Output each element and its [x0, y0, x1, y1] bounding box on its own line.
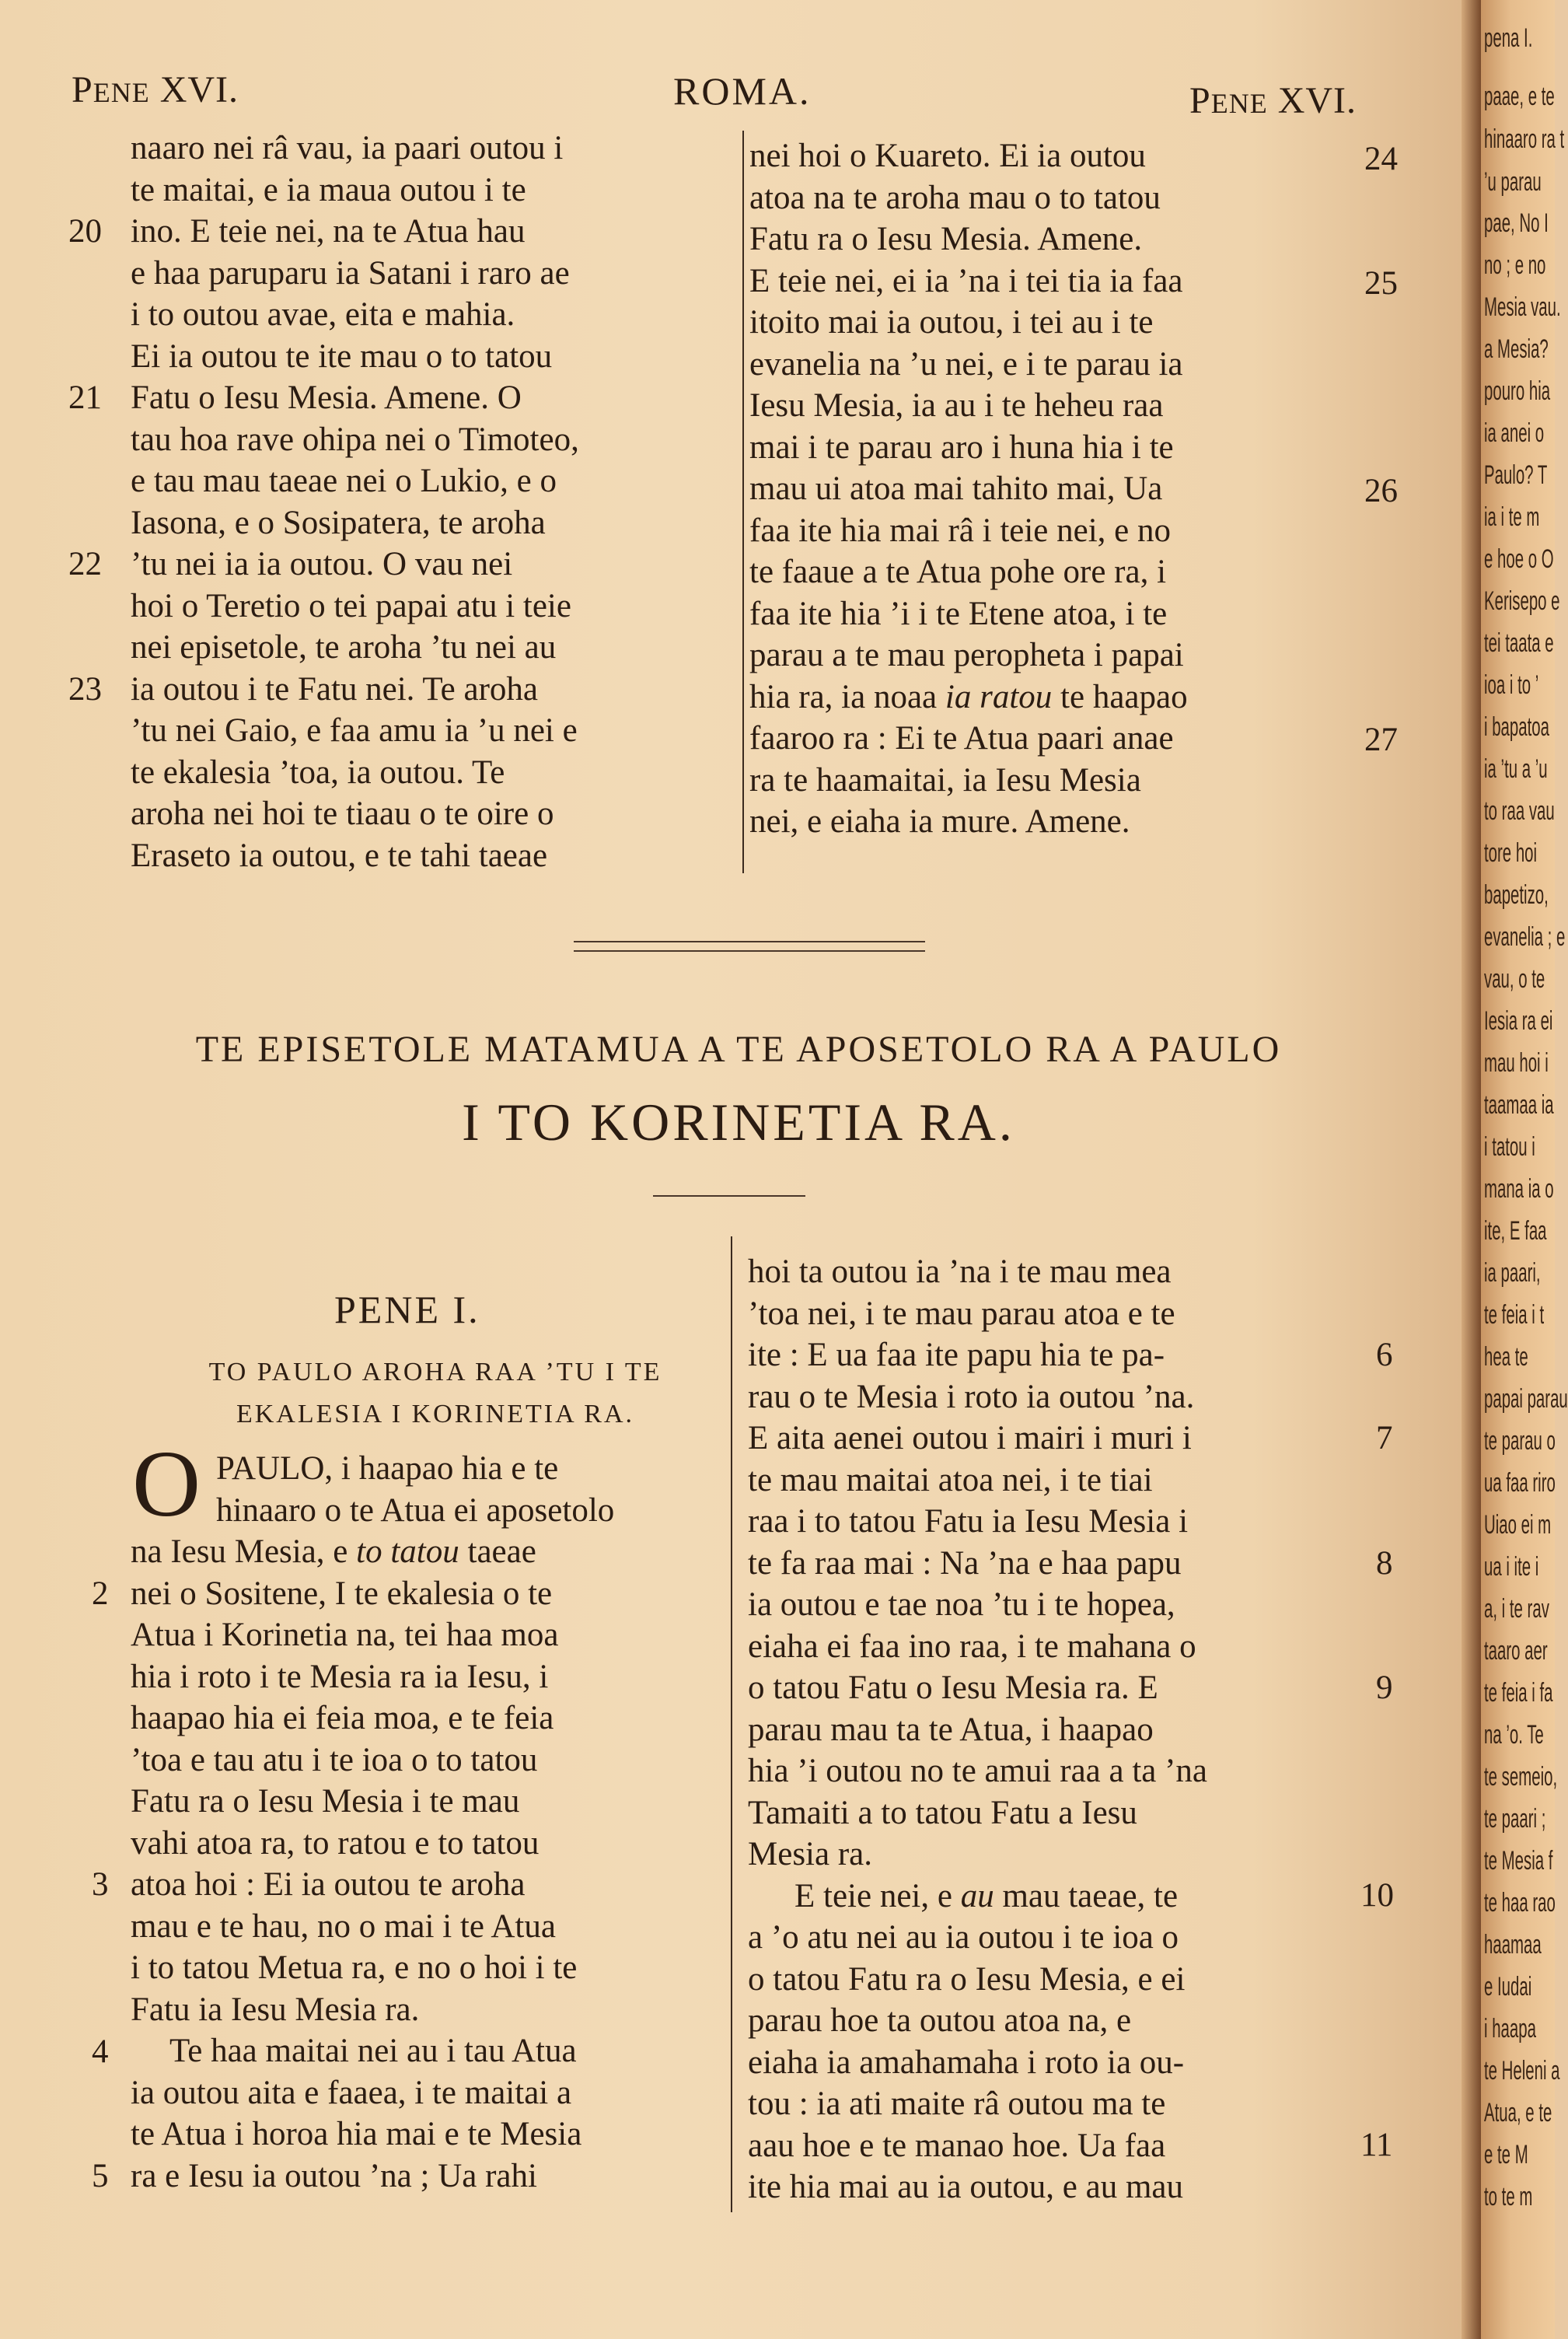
verse-number: 4: [92, 2033, 109, 2070]
drop-cap: O: [132, 1432, 201, 1537]
text-segment: te haapao: [1052, 678, 1188, 715]
facing-page-fragment: i haapa: [1484, 2014, 1536, 2044]
facing-page-fragment: pouro hia: [1484, 376, 1551, 406]
facing-page-fragment: vau, o te: [1484, 964, 1545, 994]
facing-page-fragment: e hoe o O: [1484, 544, 1554, 574]
facing-page-fragment: Mesia vau.: [1484, 292, 1561, 322]
text-line: faaroo ra : Ei te Atua paari anae: [749, 720, 1174, 757]
text-line: eiaha ia amahamaha i roto ia ou-: [748, 2044, 1185, 2081]
facing-page-fragment: ia ’tu a ’u: [1484, 754, 1548, 784]
facing-page-fragment: mau hoi i: [1484, 1048, 1549, 1078]
text-segment: na Iesu Mesia, e: [131, 1533, 357, 1570]
facing-page-fragment: pena I.: [1484, 23, 1533, 53]
text-line: tau hoa rave ohipa nei o Timoteo,: [131, 421, 579, 458]
verse-number: 25: [1364, 265, 1398, 302]
facing-page-fragment: Atua, e te: [1484, 2098, 1552, 2127]
text-line: E aita aenei outou i mairi i muri i: [748, 1420, 1192, 1456]
chapter-heading: PENE I.: [334, 1288, 480, 1331]
facing-page-fragment: evanelia ; e: [1484, 922, 1566, 952]
verse-number: 23: [68, 671, 102, 708]
bottom-right-column: [748, 1251, 1354, 2208]
facing-page-fragment: te haa rao: [1484, 1888, 1556, 1918]
single-rule: [653, 1195, 805, 1197]
text-line: faa ite hia mai râ i teie nei, e no: [749, 512, 1172, 549]
verse-number: 7: [1376, 1420, 1393, 1456]
facing-page-fragment: a Mesia?: [1484, 334, 1549, 364]
facing-page-fragment: ite, E faa: [1484, 1216, 1547, 1246]
text-line: PAULO, i haapao hia e te: [216, 1450, 559, 1487]
facing-page-fragment: ia paari,: [1484, 1258, 1541, 1288]
text-line: [748, 1876, 1354, 1918]
facing-page-fragment: papai parau: [1484, 1384, 1568, 1414]
text-segment: E teie nei, e: [794, 1877, 961, 1914]
text-line: Fatu ia Iesu Mesia ra.: [131, 1991, 420, 2028]
text-line: ’tu nei ia ia outou. O vau nei: [131, 546, 513, 582]
book-title: TE EPISETOLE MATAMUA A TE APOSETOLO RA A PAULO: [195, 1029, 1282, 1070]
text-line: hoi o Teretio o tei papai atu i teie: [131, 587, 571, 624]
facing-page-fragment: te feia i fa: [1484, 1678, 1553, 1708]
facing-page-fragment: hea te: [1484, 1342, 1528, 1372]
facing-page-fragment: i bapatoa: [1484, 712, 1549, 742]
text-line: faa ite hia ’i i te Etene atoa, i te: [749, 595, 1168, 632]
text-line: Eraseto ia outou, e te tahi taeae: [131, 837, 548, 874]
text-line: [749, 677, 1356, 718]
text-line: ia outou aita e faaea, i te maitai a: [131, 2074, 572, 2111]
facing-page-fragment: pae, No I: [1484, 208, 1549, 238]
text-line: Atua i Korinetia na, tei haa moa: [131, 1617, 559, 1653]
verse-number: 6: [1376, 1337, 1393, 1373]
text-line: ra e Iesu ia outou ’na ; Ua rahi: [131, 2157, 537, 2194]
facing-page-fragment: haamaa: [1484, 1930, 1542, 1960]
text-line: tou : ia ati maite râ outou ma te: [748, 2086, 1166, 2122]
text-line: Te haa maitai nei au i tau Atua: [169, 2033, 577, 2069]
text-line: mau e te hau, no o mai i te Atua: [131, 1907, 556, 1945]
text-line: hinaaro o te Atua ei aposetolo: [216, 1491, 615, 1529]
text-line: te Atua i horoa hia mai e te Mesia: [131, 2116, 582, 2152]
text-line: E teie nei, ei ia ’na i tei tia ia faa: [749, 262, 1183, 299]
text-line: o tatou Fatu ra o Iesu Mesia, e ei: [748, 1960, 1186, 1998]
facing-page-fragment: bapetizo,: [1484, 880, 1549, 910]
text-line: itoito mai ia outou, i tei au i te: [749, 304, 1154, 341]
verse-number: 27: [1364, 722, 1398, 758]
facing-page-fragment: Iesia ra ei: [1484, 1006, 1553, 1036]
facing-page-fragment: ioa i to ’: [1484, 670, 1539, 700]
text-line: i to outou avae, eita e mahia.: [131, 296, 515, 333]
facing-page-fragment: mana ia o: [1484, 1174, 1554, 1204]
facing-page-fragment: te parau o: [1484, 1426, 1556, 1456]
text-line: ino. E teie nei, na te Atua hau: [131, 213, 526, 250]
top-left-column: [131, 128, 729, 876]
text-line: e haa paruparu ia Satani i raro ae: [131, 254, 570, 292]
bottom-left-column: [131, 1448, 729, 2197]
facing-page-fragment: e te M: [1484, 2140, 1528, 2169]
facing-page-fragment: te semeio,: [1484, 1762, 1558, 1792]
facing-page-edge: [1481, 0, 1568, 2339]
facing-page-fragment: ua i ite i: [1484, 1552, 1539, 1582]
verse-number: 10: [1360, 1877, 1394, 1914]
facing-page-fragment: Paulo? T: [1484, 460, 1548, 490]
verse-number: 24: [1364, 141, 1398, 177]
text-line: parau a te mau peropheta i papai: [749, 637, 1184, 673]
text-line: ’toa e tau atu i te ioa o to tatou: [131, 1741, 538, 1778]
text-line: e tau mau taeae nei o Lukio, e o: [131, 463, 557, 499]
text-line: Iasona, e o Sosipatera, te aroha: [131, 504, 546, 541]
text-line: te faaue a te Atua pohe ore ra, i: [749, 554, 1167, 590]
text-line: hia ’i outou no te amui raa a ta ’na: [748, 1753, 1208, 1789]
text-line: Fatu o Iesu Mesia. Amene. O: [131, 379, 522, 416]
facing-page-fragment: tore hoi: [1484, 838, 1538, 868]
text-line: nei hoi o Kuareto. Ei ia outou: [749, 138, 1146, 174]
facing-page-fragment: na ’o. Te: [1484, 1720, 1544, 1750]
text-line: ite hia mai au ia outou, e au mau: [748, 2169, 1184, 2205]
text-segment: hia ra, ia noaa: [749, 678, 945, 715]
text-line: Iesu Mesia, ia au i te heheu raa: [749, 387, 1164, 424]
italic-text: ia ratou: [945, 678, 1053, 715]
text-line: atoa na te aroha mau o to tatou: [749, 179, 1161, 216]
facing-page-fragment: Kerisepo e: [1484, 586, 1560, 616]
verse-number: 20: [68, 213, 102, 250]
text-line: Ei ia outou te ite mau o to tatou: [131, 337, 553, 375]
running-header-left: PENE XVI.: [72, 69, 239, 110]
text-line: te maitai, e ia maua outou i te: [131, 171, 526, 208]
text-line: hoi ta outou ia ’na i te mau mea: [748, 1253, 1172, 1290]
column-rule-top: [742, 131, 744, 873]
running-header-book: ROMA.: [673, 69, 812, 113]
text-line: hia i roto i te Mesia ra ia Iesu, i: [131, 1658, 549, 1695]
facing-page-fragment: hinaaro ra t: [1484, 124, 1565, 154]
text-line: nei episetole, te aroha ’tu nei au: [131, 629, 557, 666]
double-rule: [574, 941, 925, 952]
verse-number: 26: [1364, 473, 1398, 509]
facing-page-fragment: te Mesia f: [1484, 1846, 1553, 1876]
text-line: parau mau ta te Atua, i haapao: [748, 1711, 1154, 1748]
facing-page-fragment: ’u parau: [1484, 167, 1542, 197]
italic-text: au: [960, 1877, 994, 1914]
text-line: rau o te Mesia i roto ia outou ’na.: [748, 1378, 1195, 1415]
text-line: te ekalesia ’toa, ia outou. Te: [131, 753, 505, 791]
facing-page-fragment: te Heleni a: [1484, 2056, 1560, 2086]
text-line: aroha nei hoi te tiaau o te oire o: [131, 795, 554, 832]
text-line: ’toa nei, i te mau parau atoa e te: [748, 1295, 1175, 1332]
verse-number: 3: [92, 1866, 109, 1903]
italic-text: to tatou: [356, 1533, 459, 1570]
text-line: ia outou i te Fatu nei. Te aroha: [131, 670, 538, 708]
facing-page-fragment: tei taata e: [1484, 628, 1554, 658]
facing-page-fragment: taamaa ia: [1484, 1090, 1554, 1120]
facing-page-fragment: e Iudai: [1484, 1972, 1532, 2002]
text-line: aau hoe e te manao hoe. Ua faa: [748, 2127, 1166, 2164]
text-line: atoa hoi : Ei ia outou te aroha: [131, 1866, 526, 1903]
verse-number: 9: [1376, 1669, 1393, 1706]
text-line: vahi atoa ra, to ratou e to tatou: [131, 1824, 540, 1862]
text-line: te fa raa mai : Na ’na e haa papu: [748, 1544, 1182, 1582]
text-line: ia outou e tae noa ’tu i te hopea,: [748, 1586, 1175, 1623]
verse-number: 8: [1376, 1545, 1393, 1582]
text-line: mai i te parau aro i huna hia i te: [749, 428, 1174, 466]
verse-number: 22: [68, 546, 102, 582]
facing-page-fragment: i tatou i: [1484, 1132, 1535, 1162]
text-line: ’tu nei Gaio, e faa amu ia ’u nei e: [131, 712, 578, 749]
facing-page-fragment: no ; e no: [1484, 250, 1546, 280]
text-line: raa i to tatou Fatu ia Iesu Mesia i: [748, 1503, 1189, 1540]
summary-line: TO PAULO AROHA RAA ’TU I TE: [208, 1358, 662, 1386]
text-line: i to tatou Metua ra, e no o hoi i te: [131, 1949, 578, 1986]
text-line: ite : E ua faa ite papu hia te pa-: [748, 1337, 1165, 1373]
text-line: Tamaiti a to tatou Fatu a Iesu: [748, 1794, 1137, 1831]
text-line: eiaha ei faa ino raa, i te mahana o: [748, 1628, 1196, 1665]
facing-page-fragment: taaro aer: [1484, 1636, 1548, 1666]
text-line: a ’o atu nei au ia outou i te ioa o: [748, 1919, 1179, 1956]
text-line: Mesia ra.: [748, 1836, 872, 1872]
text-line: Fatu ra o Iesu Mesia i te mau: [131, 1783, 520, 1820]
facing-page-fragment: to raa vau: [1484, 796, 1555, 826]
facing-page-fragment: ua faa riro: [1484, 1468, 1556, 1498]
text-line: te mau maitai atoa nei, i te tiai: [748, 1461, 1153, 1498]
facing-page-fragment: paae, e te: [1484, 82, 1555, 111]
text-line: parau hoe ta outou atoa na, e: [748, 2002, 1132, 2039]
facing-page-fragment: ia i te m: [1484, 502, 1540, 532]
chapter-summary: [132, 1351, 739, 1435]
facing-page-fragment: te paari ;: [1484, 1804, 1546, 1834]
text-line: naaro nei râ vau, ia paari outou i: [131, 130, 564, 166]
verse-number: 21: [68, 379, 102, 416]
text-segment: mau taeae, te: [994, 1877, 1179, 1914]
facing-page-fragment: te feia i t: [1484, 1300, 1545, 1330]
text-line: nei o Sositene, I te ekalesia o te: [131, 1575, 553, 1612]
book-subtitle: I TO KORINETIA RA.: [462, 1093, 1015, 1152]
text-segment: taeae: [459, 1533, 536, 1570]
running-header-right: PENE XVI.: [1189, 80, 1357, 121]
text-line: [131, 1531, 729, 1573]
facing-page-fragment: Uiao ei m: [1484, 1510, 1552, 1540]
text-line: ra te haamaitai, ia Iesu Mesia: [749, 761, 1141, 799]
text-line: Fatu ra o Iesu Mesia. Amene.: [749, 221, 1143, 257]
text-line: mau ui atoa mai tahito mai, Ua: [749, 470, 1163, 507]
top-right-column: [749, 135, 1356, 843]
facing-page-fragment: a, i te rav: [1484, 1594, 1549, 1624]
facing-page-fragment: to te m: [1484, 2182, 1533, 2211]
summary-line: EKALESIA I KORINETIA RA.: [236, 1400, 635, 1428]
text-line: haapao hia ei feia moa, e te feia: [131, 1700, 554, 1736]
facing-page-fragment: ia anei o: [1484, 418, 1545, 448]
verse-number: 5: [92, 2158, 109, 2194]
verse-number: 11: [1360, 2127, 1393, 2163]
text-line: nei, e eiaha ia mure. Amene.: [749, 803, 1130, 840]
text-line: evanelia na ’u nei, e i te parau ia: [749, 345, 1183, 383]
text-line: o tatou Fatu o Iesu Mesia ra. E: [748, 1669, 1158, 1706]
verse-number: 2: [92, 1575, 109, 1612]
